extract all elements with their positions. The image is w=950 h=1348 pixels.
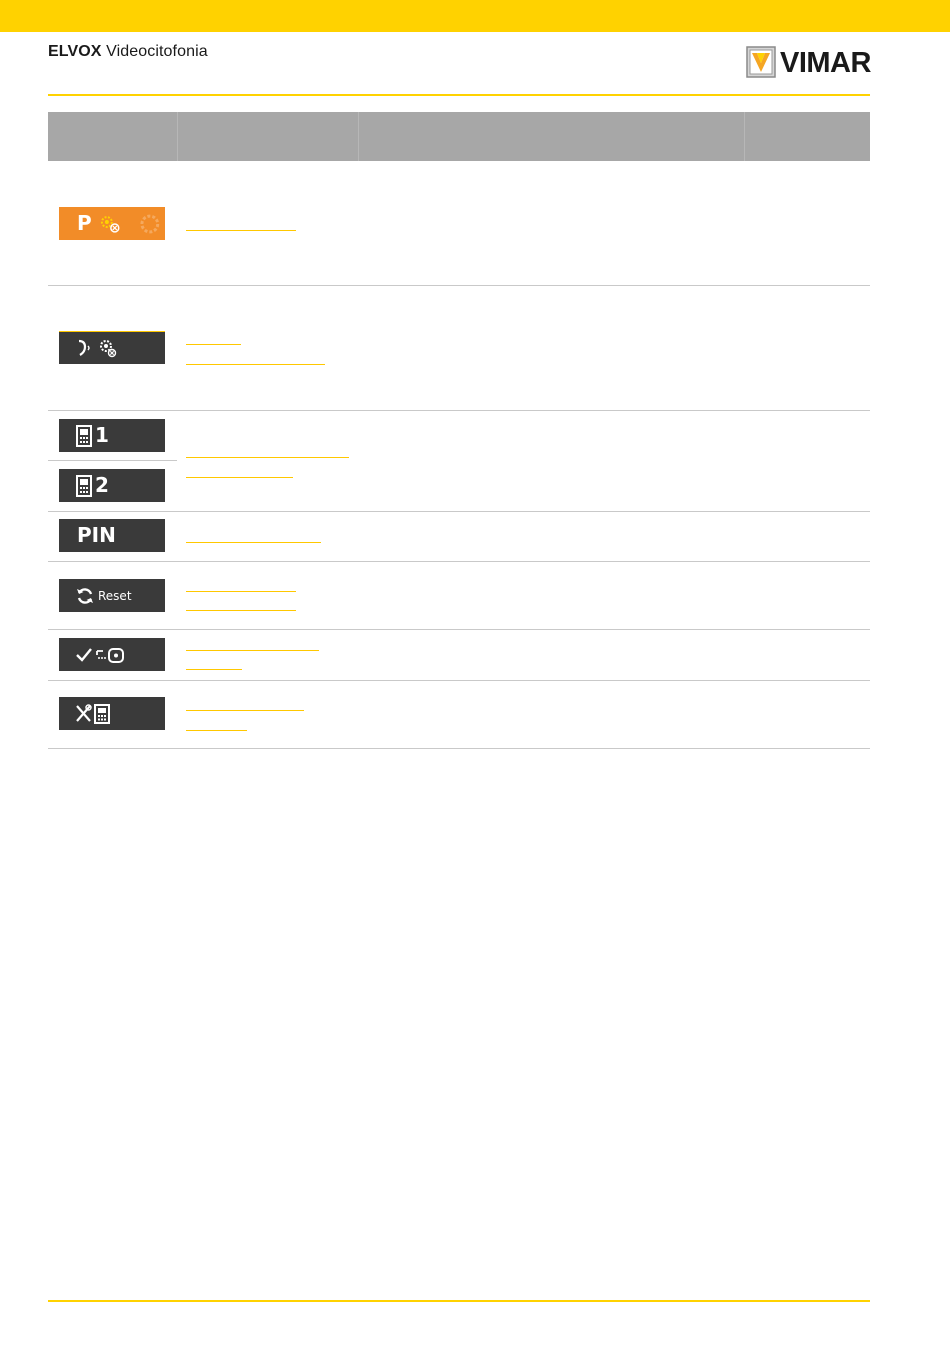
row3-link-2[interactable] bbox=[186, 477, 293, 478]
faded-gear-icon bbox=[135, 211, 165, 237]
device-icon bbox=[76, 475, 92, 497]
row4-link[interactable] bbox=[186, 542, 321, 543]
tools-device-icon bbox=[59, 697, 165, 730]
row7-link-1[interactable] bbox=[186, 710, 304, 711]
row-divider bbox=[48, 680, 870, 681]
row6-link-1[interactable] bbox=[186, 650, 319, 651]
vimar-logo-word: VIMAR bbox=[780, 47, 871, 79]
handset-gear-icon bbox=[75, 336, 119, 360]
row1-link[interactable] bbox=[186, 230, 296, 231]
row-divider bbox=[48, 410, 870, 411]
row5-link-2[interactable] bbox=[186, 610, 296, 611]
row5-link-1[interactable] bbox=[186, 591, 296, 592]
pin-icon bbox=[59, 519, 165, 552]
intercom-2-icon bbox=[59, 469, 165, 502]
row2-link-2[interactable] bbox=[186, 364, 325, 365]
brand-bold: ELVOX bbox=[48, 43, 102, 60]
footer-divider bbox=[48, 1300, 870, 1302]
tools-device-glyph-icon bbox=[75, 703, 111, 725]
icon-label: 2 bbox=[95, 473, 109, 497]
icon-label: PIN bbox=[77, 523, 116, 547]
table-header bbox=[48, 112, 870, 161]
row6-link-2[interactable] bbox=[186, 669, 242, 670]
top-accent-bar bbox=[0, 0, 950, 32]
row-divider bbox=[48, 629, 870, 630]
header-divider bbox=[48, 94, 870, 96]
icon-label: P bbox=[77, 211, 92, 235]
sub-row-divider bbox=[48, 460, 177, 461]
row-divider bbox=[48, 511, 870, 512]
check-key-icon bbox=[59, 638, 165, 671]
row2-link-1[interactable] bbox=[186, 344, 241, 345]
brand-subtitle: Videocitofonia bbox=[106, 43, 208, 60]
icon-label: Reset bbox=[98, 588, 132, 603]
vimar-logo-mark-icon bbox=[746, 46, 776, 78]
audio-settings-icon bbox=[59, 331, 165, 364]
row-divider bbox=[48, 561, 870, 562]
reset-icon bbox=[59, 579, 165, 612]
row-divider bbox=[48, 285, 870, 286]
programming-gear-icon bbox=[59, 207, 165, 240]
vimar-logo bbox=[746, 46, 872, 80]
row-divider bbox=[48, 748, 870, 749]
icon-label: 1 bbox=[95, 423, 109, 447]
refresh-icon bbox=[75, 586, 95, 606]
brand-title bbox=[48, 43, 208, 61]
device-icon bbox=[76, 425, 92, 447]
row3-link-1[interactable] bbox=[186, 457, 349, 458]
intercom-1-icon bbox=[59, 419, 165, 452]
gear-icon bbox=[98, 213, 124, 235]
row7-link-2[interactable] bbox=[186, 730, 247, 731]
check-key-glyph-icon bbox=[75, 644, 131, 666]
